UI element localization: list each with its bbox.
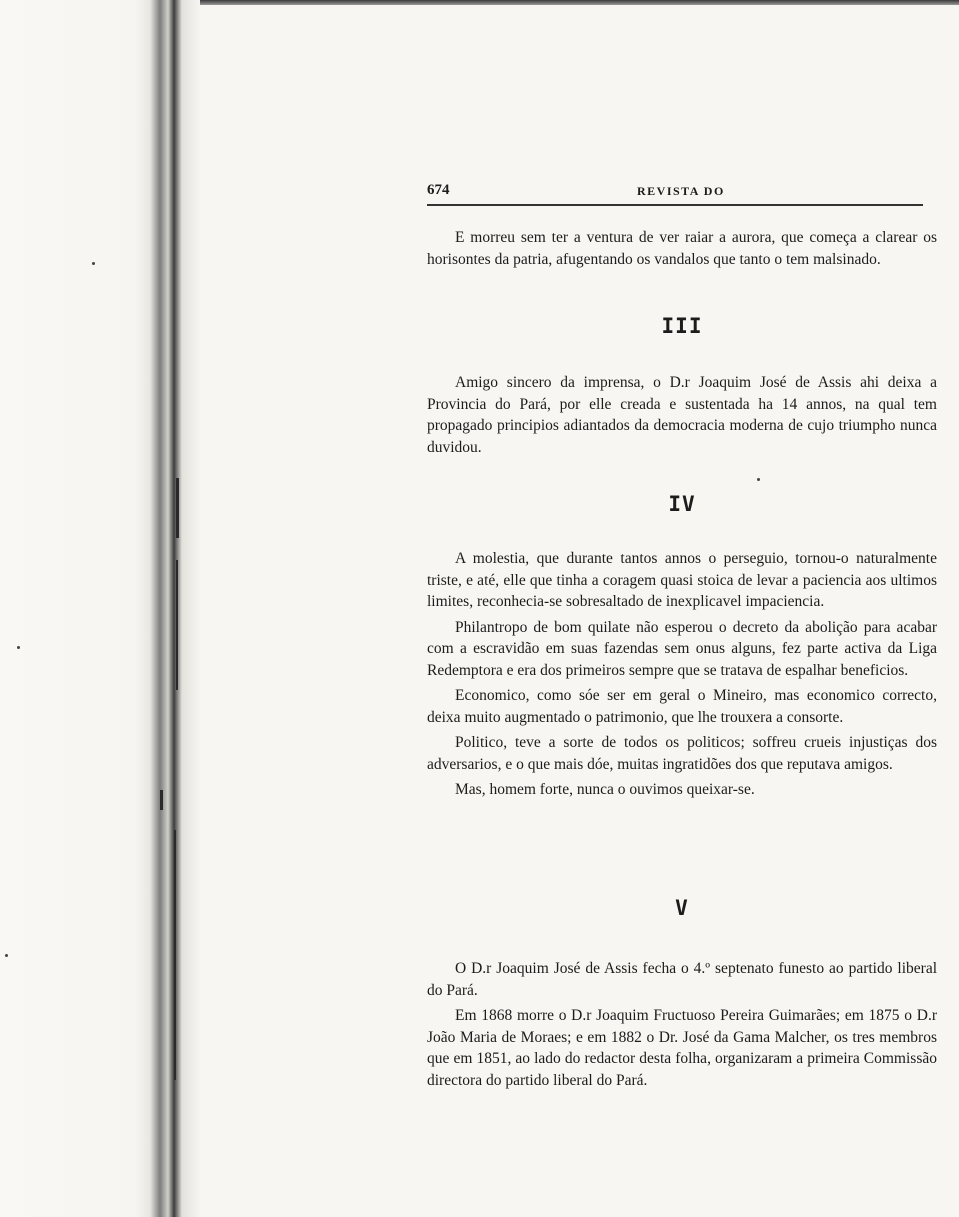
intro-paragraph: E morreu sem ter a ventura de ver raiar a aurora, que começa a clarear os horisontes da patria, afugentando os vandalos que tanto o tem malsinado. <box>427 229 937 268</box>
section-iv-text <box>427 548 937 805</box>
speck <box>92 262 95 265</box>
section-v-text <box>427 958 937 1095</box>
section-v-paragraph: O D.r Joaquim José de Assis fecha o 4.º septenato funesto ao partido liberal do Pará. <box>427 960 937 999</box>
speck <box>757 478 760 481</box>
page-top-edge <box>170 0 959 5</box>
header-rule <box>427 204 923 206</box>
section-iv-paragraph: A molestia, que durante tantos annos o perseguio, tornou-o naturalmente triste, e até, elle que tinha a coragem quasi stoica de levar a paciencia aos ultimos limites, reconhecia-se sobresaltado de inexplicavel impaciencia. <box>427 550 937 610</box>
section-iv-paragraph: Mas, homem forte, nunca o ouvimos queixar-se. <box>455 781 755 798</box>
running-title: REVISTA DO <box>637 184 725 198</box>
section-heading-iv: IV <box>668 492 696 516</box>
book-gutter-shadow <box>0 0 200 1217</box>
section-heading-iii: III <box>661 314 703 338</box>
section-v-paragraph: Em 1868 morre o D.r Joaquim Fructuoso Pereira Guimarães; em 1875 o D.r João Maria de Moraes; e em 1882 o Dr. José da Gama Malcher, os tres membros que em 1851, ao lado do redactor desta folha, organizaram a primeira Commissão directora do partido liberal do Pará. <box>427 1007 937 1089</box>
intro-text <box>427 227 937 274</box>
page-number: 674 <box>427 182 450 198</box>
speck <box>17 646 20 649</box>
speck <box>5 954 8 957</box>
section-iv-paragraph: Economico, como sóe ser em geral o Mineiro, mas economico correcto, deixa muito augmentado o patrimonio, que lhe trouxera a consorte. <box>427 687 937 726</box>
section-heading-v: V <box>675 896 689 920</box>
gutter-mark <box>174 830 176 1080</box>
section-iv-paragraph: Politico, teve a sorte de todos os politicos; soffreu crueis injustiças dos adversarios, e o que mais dóe, muitas ingratidões dos que reputava amigos. <box>427 734 937 773</box>
gutter-mark <box>176 478 179 538</box>
page-header <box>427 178 923 208</box>
section-iii-text <box>427 372 937 462</box>
gutter-mark <box>176 560 178 690</box>
section-iii-paragraph: Amigo sincero da imprensa, o D.r Joaquim José de Assis ahi deixa a Provincia do Pará, por elle creada e sustentada ha 14 annos, na qual tem propagado principios adiantados da democracia moderna de cujo triumpho nunca duvidou. <box>427 374 937 456</box>
section-iv-paragraph: Philantropo de bom quilate não esperou o decreto da abolição para acabar com a escravidão em suas fazendas sem onus alguns, fez parte activa da Liga Redemptora e era dos primeiros sempre que se tratava de espalhar beneficios. <box>427 618 937 679</box>
gutter-mark <box>160 790 163 810</box>
